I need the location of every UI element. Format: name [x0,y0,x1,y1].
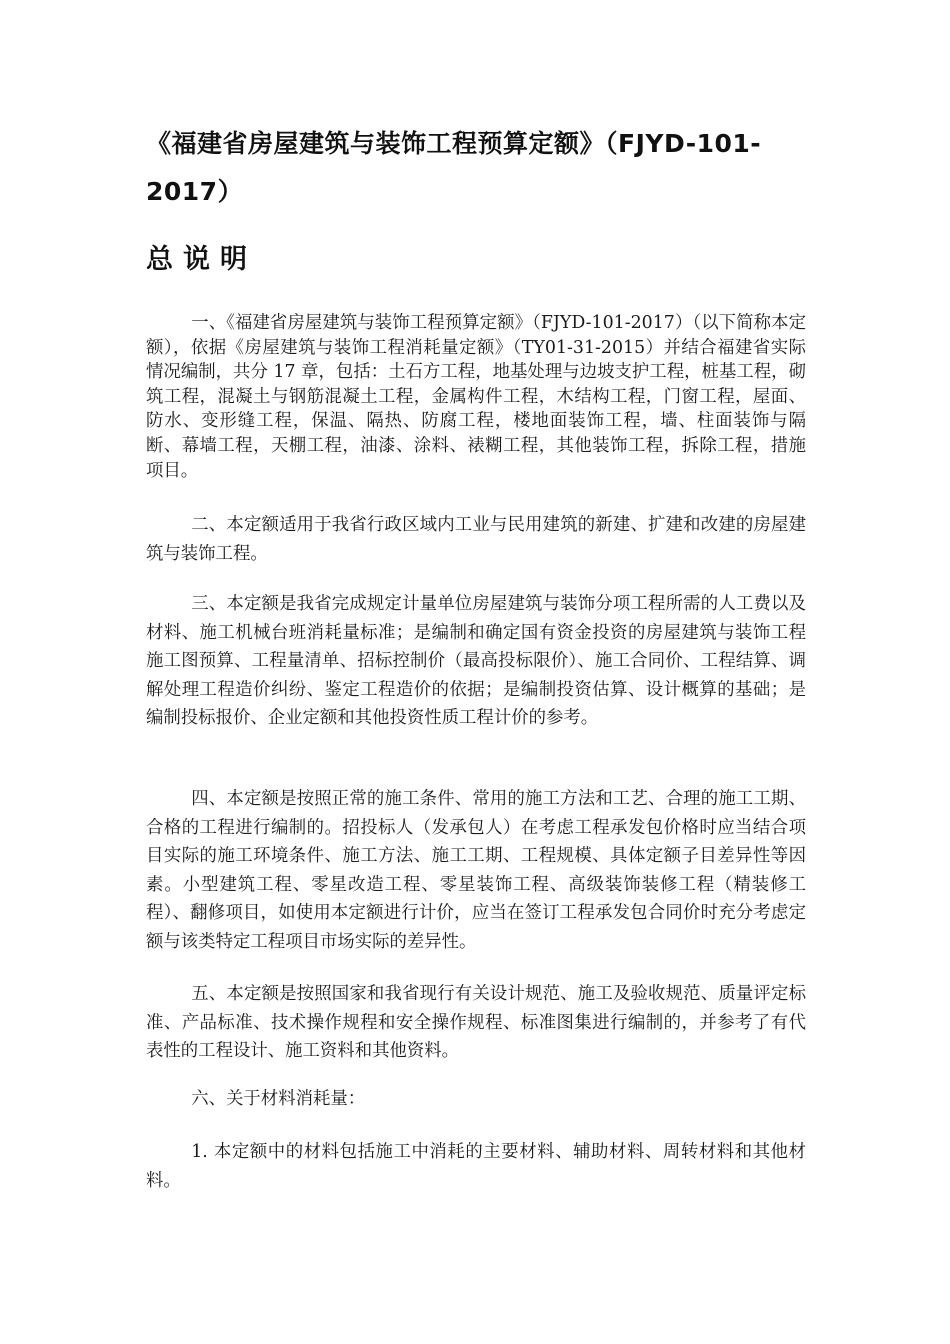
paragraph-3: 三、本定额是我省完成规定计量单位房屋建筑与装饰分项工程所需的人工费以及材料、施工机械台班消耗量标准；是编制和确定国有资金投资的房屋建筑与装饰工程施工图预算、工程量清单、招标控制价（最高投标限价）、施工合同价、工程结算、调解处理工程造价纠纷、鉴定工程造价的依据；是编制投资估算、设计概算的基础；是编制投标报价、企业定额和其他投资性质工程计价的参考。 [146,594,806,728]
paragraph-7: 1. 本定额中的材料包括施工中消耗的主要材料、辅助材料、周转材料和其他材料。 [146,1142,806,1191]
document-title: 《福建省房屋建筑与装饰工程预算定额》（FJYD-101-2017） [146,129,762,206]
section-heading: 总说明 [146,244,257,275]
paragraph-4: 四、本定额是按照正常的施工条件、常用的施工方法和工艺、合理的施工工期、合格的工程进行编制的。招投标人（发承包人）在考虑工程承发包价格时应当结合项目实际的施工环境条件、施工方法、施工工期、工程规模、具体定额子目差异性等因素。小型建筑工程、零星改造工程、零星装饰工程、高级装饰装修工程（精装修工程）、翻修项目，如使用本定额进行计价，应当在签订工程承发包合同价时充分考虑定额与该类特定工程项目市场实际的差异性。 [146,789,806,952]
paragraph-2: 二、本定额适用于我省行政区域内工业与民用建筑的新建、扩建和改建的房屋建筑与装饰工程。 [146,515,806,564]
paragraph-5: 五、本定额是按照国家和我省现行有关设计规范、施工及验收规范、质量评定标准、产品标准、技术操作规程和安全操作规程、标准图集进行编制的，并参考了有代表性的工程设计、施工资料和其他资料。 [146,984,806,1061]
paragraph-6: 六、关于材料消耗量： [191,1089,366,1109]
paragraph-1: 一、《福建省房屋建筑与装饰工程预算定额》（FJYD-101-2017）（以下简称本定额），依据《房屋建筑与装饰工程消耗量定额》（TY01-31-2015）并结合福建省实际情况编制，共分 17 章，包括：土石方工程，地基处理与边坡支护工程，桩基工程，砌筑工程，混凝土与钢筋混凝土工程，金属构件工程，木结构工程，门窗工程，屋面、防水、变形缝工程，保温、隔热、防腐工程，楼地面装饰工程，墙、柱面装饰与隔断、幕墙工程，天棚工程，油漆、涂料、裱糊工程，其他装饰工程，拆除工程，措施项目。 [146,313,806,481]
